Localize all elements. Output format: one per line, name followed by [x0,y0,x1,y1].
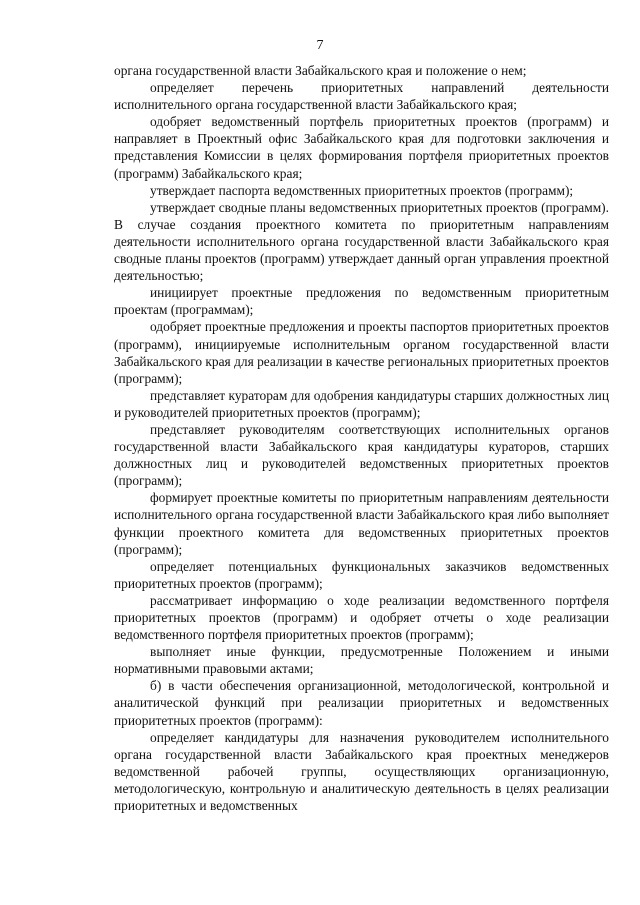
paragraph-defines-directions: определяет перечень приоритетных направлений деятельности исполнительного органа государственной власти Забайкальского края; [114,80,609,113]
document-body [114,62,609,814]
paragraph-presents-to-curators: представляет кураторам для одобрения кандидатуры старших должностных лиц и руководителей приоритетных проектов (программ); [114,387,609,420]
paragraph-defines-candidates: определяет кандидатуры для назначения руководителем исполнительного органа государственной власти Забайкальского края проектных менеджеров ведомственной рабочей группы, осуществляющих организационную, методологическую, контрольную и аналитическую деятельность в целях реализации приоритетных и ведомственных [114,729,609,814]
paragraph-continuation: органа государственной власти Забайкальского края и положение о нем; [114,63,527,78]
paragraph-presents-to-heads: представляет руководителям соответствующих исполнительных органов государственной власти Забайкальского края кандидатуры кураторов, старших должностных лиц и руководителей ведомственных приоритетных проектов (программ); [114,421,609,489]
paragraph-approves-passports: утверждает паспорта ведомственных приоритетных проектов (программ); [150,182,574,198]
paragraph-reviews-information: рассматривает информацию о ходе реализации ведомственного портфеля приоритетных проектов (программ) и одобряет отчеты о ходе реализации ведомственного портфеля приоритетных проектов (программ); [114,592,609,643]
paragraph-approves-summary-plans: утверждает сводные планы ведомственных приоритетных проектов (программ). В случае создания проектного комитета по приоритетным направлениям деятельности исполнительного органа государственной власти Забайкальского края сводные планы проектов (программ) утверждает данный орган управления проектной деятельностью; [114,199,609,284]
paragraph-other-functions: выполняет иные функции, предусмотренные Положением и иными нормативными правовыми актами; [114,644,609,677]
paragraph-approves-proposals: одобряет проектные предложения и проекты паспортов приоритетных проектов (программ), инициируемые исполнительным органом государственной власти Забайкальского края для реализации в качестве региональных приоритетных проектов (программ); [114,319,609,386]
paragraph-initiates-proposals: инициирует проектные предложения по ведомственным приоритетным проектам (программам); [114,285,609,318]
paragraph-defines-customers: определяет потенциальных функциональных заказчиков ведомственных приоритетных проектов (программ); [114,558,609,591]
paragraph-approves-portfolio: одобряет ведомственный портфель приоритетных проектов (программ) и направляет в Проектный офис Забайкальского края для подготовки заключения и представления Комиссии в целях формирования портфеля приоритетных проектов (программ) Забайкальского края; [114,114,609,181]
paragraph-subsection-b: б) в части обеспечения организационной, методологической, контрольной и аналитической функций при реализации приоритетных и ведомственных приоритетных проектов (программ): [114,678,609,728]
page-number: 7 [316,38,324,53]
paragraph-forms-committees: формирует проектные комитеты по приоритетным направлениям деятельности исполнительного органа государственной власти Забайкальского края либо выполняет функции проектного комитета для ведомственных приоритетных проектов (программ); [114,490,609,557]
